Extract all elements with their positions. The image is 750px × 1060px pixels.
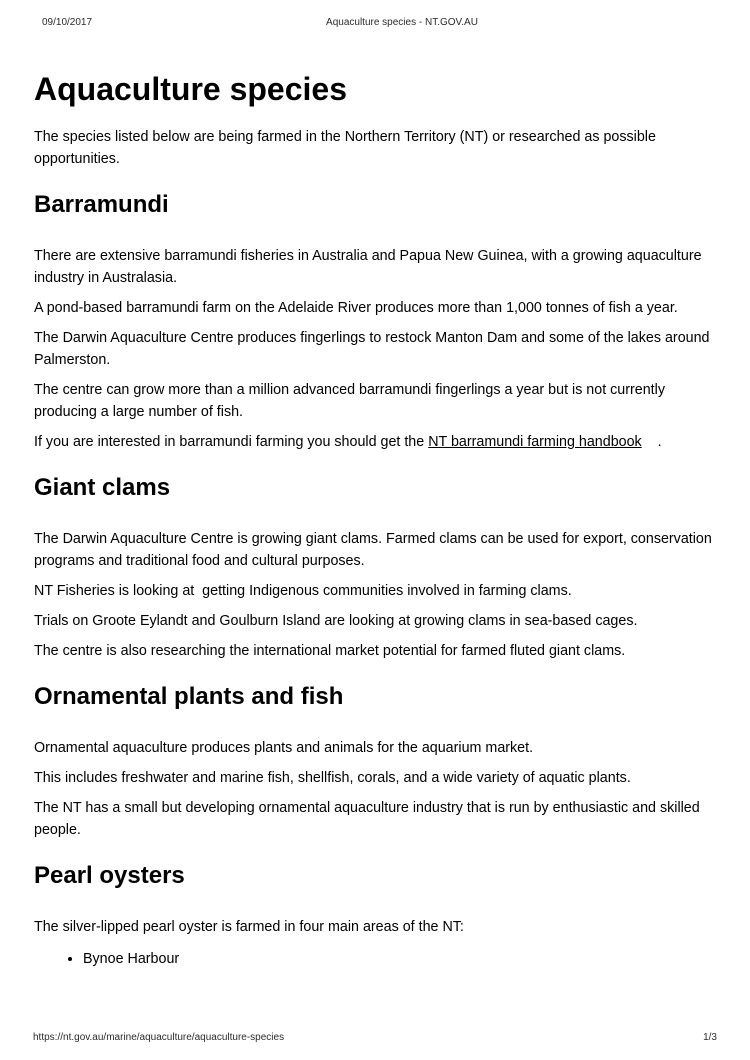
paragraph: The silver-lipped pearl oyster is farmed in four main areas of the NT: [34,919,464,935]
paragraph: The centre can grow more than a million advanced barramundi fingerlings a year but is not currently producing a large number of fish. [34,382,665,420]
page-indicator: 1/3 [703,1032,717,1043]
paragraph: There are extensive barramundi fisheries in Australia and Papua New Guinea, with a growing aquaculture industry in Australasia. [34,248,702,286]
section-heading-giant-clams: Giant clams [34,474,171,501]
paragraph: The centre is also researching the international market potential for farmed fluted giant clams. [34,643,626,659]
paragraph: Ornamental aquaculture produces plants and animals for the aquarium market. [34,740,534,756]
print-url: https://nt.gov.au/marine/aquaculture/aquaculture-species [33,1032,285,1043]
page-title: Aquaculture species [34,71,347,107]
paragraph: Trials on Groote Eylandt and Goulburn Island are looking at growing clams in sea-based cages. [34,613,638,629]
print-date: 09/10/2017 [42,17,93,28]
paragraph: This includes freshwater and marine fish, shellfish, corals, and a wide variety of aquatic plants. [34,770,631,786]
print-header [0,17,750,31]
paragraph: The NT has a small but developing ornamental aquaculture industry that is run by enthusiastic and skilled people. [34,800,700,838]
paragraph: The Darwin Aquaculture Centre produces fingerlings to restock Manton Dam and some of the lakes around Palmerston. [34,330,710,368]
section-heading-barramundi: Barramundi [34,191,169,218]
section-heading-ornamental-plants-and-fish: Ornamental plants and fish [34,683,344,710]
intro-paragraph: The species listed below are being farmed in the Northern Territory (NT) or researched as possible opportunities. [34,129,656,167]
paragraph: NT Fisheries is looking at getting Indigenous communities involved in farming clams. [34,583,572,599]
link-sentence-suffix: . [641,434,662,450]
nt-barramundi-farming-handbook-link[interactable]: NT barramundi farming handbook [428,434,642,450]
link-sentence-prefix: If you are interested in barramundi farming you should get the [34,434,429,450]
list-item: • Bynoe Harbour [83,948,714,970]
section-heading-pearl-oysters: Pearl oysters [34,862,185,889]
link-paragraph [34,431,714,453]
pearl-oyster-areas-list [34,948,714,970]
paragraph: The Darwin Aquaculture Centre is growing giant clams. Farmed clams can be used for export, conservation programs and traditional food and cultural purposes. [34,531,712,569]
document-body [34,71,714,970]
print-header-title: Aquaculture species - NT.GOV.AU [326,17,478,28]
paragraph: A pond-based barramundi farm on the Adelaide River produces more than 1,000 tonnes of fish a year. [34,300,678,316]
print-footer [33,1032,717,1044]
